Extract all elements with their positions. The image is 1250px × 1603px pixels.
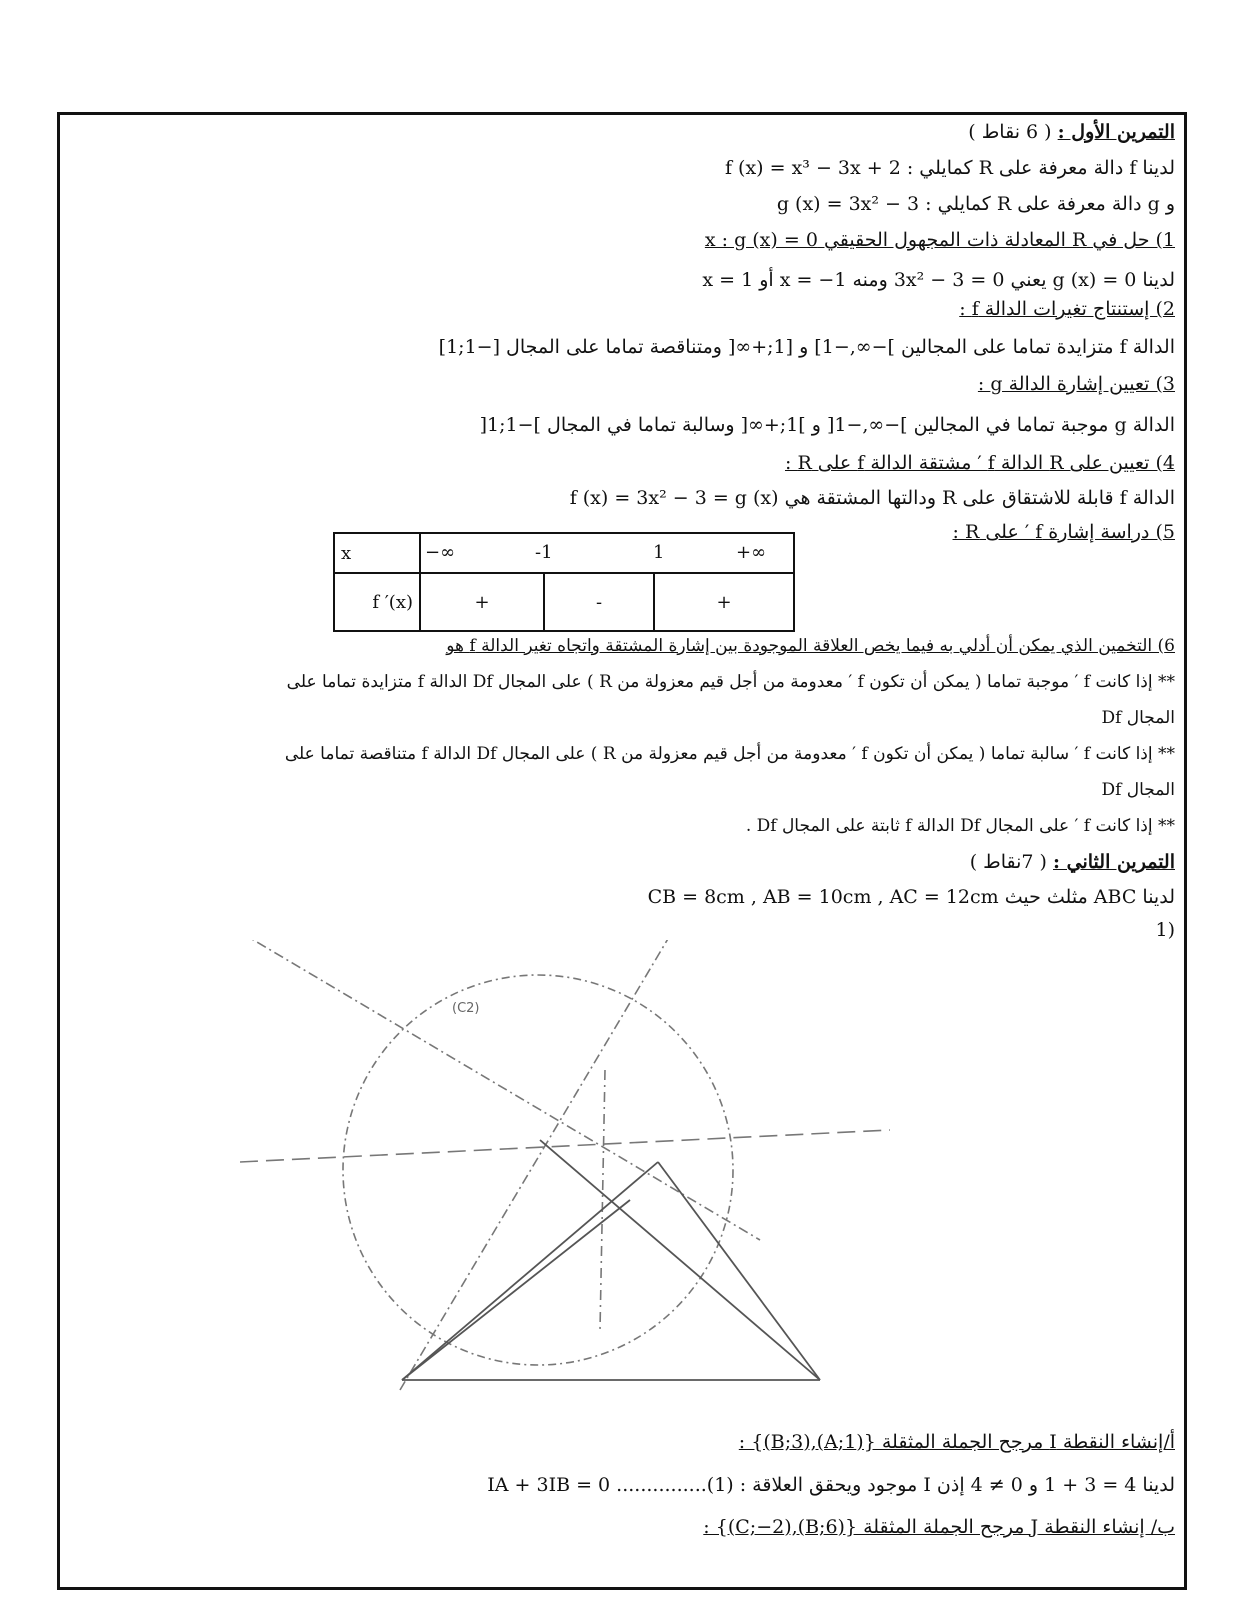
sign-table-fprime-label: f ′(x) (334, 573, 420, 631)
exercise-1-title: التمرين الأول : (1057, 121, 1175, 143)
ex1-question-3: 3) تعيين إشارة الدالة g : (977, 373, 1175, 395)
ex1-question-1: 1) حل في R المعادلة ذات المجهول الحقيقي x : g (x) = 0 (704, 229, 1175, 251)
ex1-line-f: لدينا f دالة معرفة على R كمايلي : f (x) = x³ − 3x + 2 (724, 157, 1175, 179)
ex2-question-1: (1 (1155, 919, 1175, 941)
ex1-conjecture-2b: المجال Df (1101, 780, 1175, 800)
ex2-line-triangle: لدينا ABC مثلث حيث CB = 8cm , AB = 10cm , AC = 12cm (647, 886, 1175, 908)
circle-c2 (343, 975, 733, 1365)
sign-table-x-label: x (334, 533, 420, 573)
ex1-line-g: و g دالة معرفة على R كمايلي : g (x) = 3x² − 3 (776, 193, 1175, 215)
ex1-answer-4: الدالة f قابلة للاشتقاق على R ودالتها المشتقة هي f (x) = 3x² − 3 = g (x) (569, 487, 1175, 509)
median-line (402, 1200, 630, 1380)
sign-table-x-values (420, 533, 794, 573)
ex1-question-4: 4) تعيين على R الدالة f ′ مشتقة الدالة f على R : (784, 452, 1175, 474)
circle-label: (C2) (452, 1001, 480, 1016)
x-value-one: 1 (653, 542, 665, 563)
ex1-answer-1: لدينا g (x) = 0 يعني 3x² − 3 = 0 ومنه x = −1 أو x = 1 (702, 269, 1175, 291)
exercise-1-points: ( 6 نقاط ) (968, 121, 1052, 143)
horizontal-line (240, 1130, 890, 1162)
ex1-question-2: 2) إستنتاج تغيرات الدالة f : (959, 298, 1175, 320)
ex2-question-a: أ/إنشاء النقطة I مرجح الجملة المثقلة {(A;1),(B;3)} : (738, 1431, 1175, 1453)
sign-cell-1: + (420, 573, 544, 631)
triangle-side-bc (658, 1162, 820, 1380)
x-value-neg-inf: −∞ (425, 542, 456, 563)
geometric-construction-figure (240, 940, 900, 1420)
x-value-minus-one: -1 (535, 542, 553, 563)
sign-cell-2: - (544, 573, 654, 631)
sign-table (333, 532, 795, 632)
vertical-bisector-line (600, 1070, 605, 1330)
ex1-conjecture-1b: المجال Df (1101, 708, 1175, 728)
segment-line (540, 1140, 820, 1380)
exercise-2-title: التمرين الثاني : (1053, 851, 1175, 873)
sign-table-header-row (334, 533, 794, 573)
exercise-1-header (968, 120, 1175, 144)
x-value-pos-inf: +∞ (736, 542, 767, 563)
ex1-conjecture-3: ** إذا كانت f ′ على المجال Df الدالة f ثابتة على المجال Df . (745, 816, 1175, 836)
ex1-answer-2: الدالة f متزايدة تماما على المجالين ]−∞,−1] و [1;+∞[ ومتناقصة تماما على المجال [−1;1] (438, 336, 1175, 358)
ex1-answer-3: الدالة g موجبة تماما في المجالين ]−∞,−1[ و ]1;+∞[ وسالبة تماما في المجال ]−1;1[ (479, 414, 1175, 436)
exercise-2-points: ( 7نقاط ) (969, 851, 1047, 873)
exercise-2-header (970, 850, 1175, 874)
ex2-question-b: ب/ إنشاء النقطة J مرجح الجملة المثقلة {(B;6),(C;−2)} : (703, 1516, 1175, 1538)
ex1-question-5: 5) دراسة إشارة f ′ على R : (952, 521, 1175, 543)
ex2-answer-a: لدينا 4 = 3 + 1 و 0 ≠ 4 إذن I موجود ويحقق العلاقة : (1)............... IA + 3IB = 0 (487, 1474, 1175, 1496)
ex1-question-6: 6) التخمين الذي يمكن أن أدلي به فيما يخص العلاقة الموجودة بين إشارة المشتقة واتجاه تغير الدالة f هو (446, 636, 1175, 656)
ex1-conjecture-1a: ** إذا كانت f ′ موجبة تماما ( يمكن أن تكون f ′ معدومة من أجل قيم معزولة من R ) على المجال Df الدالة f متزايدة تماما على (286, 672, 1175, 692)
sign-cell-3: + (654, 573, 794, 631)
sign-table-sign-row (334, 573, 794, 631)
ex1-conjecture-2a: ** إذا كانت f ′ سالبة تماما ( يمكن أن تكون f ′ معدومة من أجل قيم معزولة من R ) على المجال Df الدالة f متناقصة تماما على (284, 744, 1175, 764)
bisector-line-2 (400, 940, 672, 1390)
